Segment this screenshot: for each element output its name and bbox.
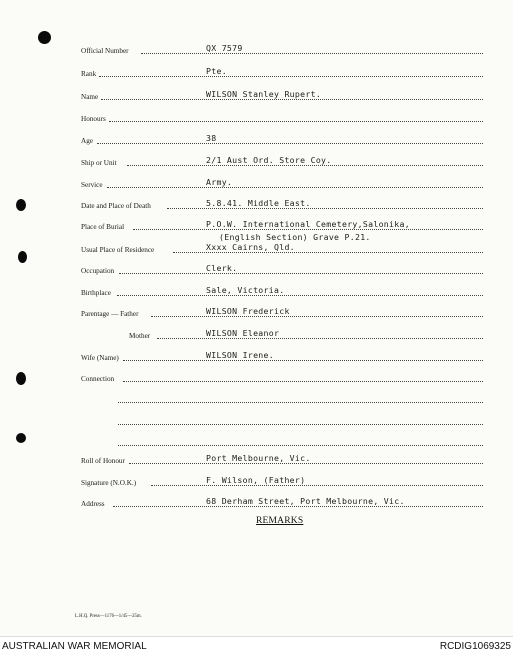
birthplace-label: Birthplace <box>81 289 111 297</box>
birthplace-value: Sale, Victoria. <box>206 285 285 295</box>
connection-label: Connection <box>81 375 115 383</box>
punch-hole <box>16 433 26 443</box>
wife-value: WILSON Irene. <box>206 350 274 360</box>
father-label: Parentage — Father <box>81 310 139 318</box>
official-number-value: QX 7579 <box>206 43 243 53</box>
wife-label: Wife (Name) <box>81 354 119 362</box>
dotted-rule <box>151 316 483 317</box>
punch-hole <box>38 31 51 44</box>
row-address <box>81 495 483 509</box>
row-age <box>81 132 483 146</box>
dotted-rule <box>107 187 483 188</box>
row-birthplace <box>81 284 483 298</box>
service-label: Service <box>81 181 103 189</box>
dotted-rule <box>123 360 483 361</box>
row-wife <box>81 349 483 363</box>
occupation-label: Occupation <box>81 267 115 275</box>
dotted-rule <box>109 121 483 122</box>
dotted-rule <box>118 402 483 403</box>
row-roll-of-honour <box>81 452 483 466</box>
ship-or-unit-value: 2/1 Aust Ord. Store Coy. <box>206 155 332 165</box>
name-value: WILSON Stanley Rupert. <box>206 89 322 99</box>
address-value: 68 Derham Street, Port Melbourne, Vic. <box>206 496 405 506</box>
residence-label: Usual Place of Residence <box>81 246 155 254</box>
row-occupation <box>81 262 483 276</box>
dotted-rule <box>113 506 483 507</box>
row-rank <box>81 65 483 79</box>
mother-label: Mother <box>129 332 151 340</box>
row-service <box>81 176 483 190</box>
burial-value-line2: (English Section) Grave P.21. <box>219 232 371 242</box>
record-id: RCDIG1069325 <box>439 641 511 652</box>
connection-blank-line <box>118 434 483 448</box>
age-label: Age <box>81 137 93 145</box>
residence-value: Xxxx Cairns, Qld. <box>206 242 295 252</box>
punch-hole <box>16 372 26 385</box>
connection-blank-line <box>118 413 483 427</box>
dotted-rule <box>151 485 483 486</box>
honours-label: Honours <box>81 115 106 123</box>
dotted-rule <box>101 99 483 100</box>
name-label: Name <box>81 93 99 101</box>
dotted-rule <box>99 76 483 77</box>
dotted-rule <box>167 208 483 209</box>
dotted-rule <box>117 295 483 296</box>
row-father <box>81 305 483 319</box>
dotted-rule <box>129 463 483 464</box>
dotted-rule <box>97 143 483 144</box>
age-value: 38 <box>206 133 217 143</box>
dotted-rule <box>127 165 483 166</box>
row-usual-residence <box>81 232 483 255</box>
service-value: Army. <box>206 177 233 187</box>
occupation-value: Clerk. <box>206 263 238 273</box>
row-mother <box>81 327 483 341</box>
burial-value: P.O.W. International Cemetery,Salonika, <box>206 219 410 229</box>
punch-hole <box>18 251 27 263</box>
rank-value: Pte. <box>206 66 227 76</box>
row-date-place-of-death <box>81 197 483 211</box>
row-honours <box>81 110 483 124</box>
connection-blank-line <box>118 391 483 405</box>
death-label: Date and Place of Death <box>81 202 151 210</box>
row-connection <box>81 370 483 384</box>
father-value: WILSON Frederick <box>206 306 290 316</box>
burial-label: Place of Burial <box>81 223 125 231</box>
signature-label: Signature (N.O.K.) <box>81 479 137 487</box>
address-label: Address <box>81 500 105 508</box>
remarks-heading: REMARKS <box>256 516 304 526</box>
roll-of-honour-value: Port Melbourne, Vic. <box>206 453 311 463</box>
punch-hole <box>16 199 26 211</box>
row-ship-or-unit <box>81 154 483 168</box>
row-signature <box>81 474 483 488</box>
official-number-label: Official Number <box>81 47 129 55</box>
ship-or-unit-label: Ship or Unit <box>81 159 117 167</box>
signature-value: F. Wilson, (Father) <box>206 475 306 485</box>
row-place-of-burial <box>81 218 483 232</box>
row-name <box>81 88 483 102</box>
archive-name: AUSTRALIAN WAR MEMORIAL <box>2 641 147 652</box>
dotted-rule <box>157 338 483 339</box>
printer-imprint: L.H.Q. Press—1176—1/45—25m. <box>75 614 142 619</box>
mother-value: WILSON Eleanor <box>206 328 280 338</box>
row-official-number <box>81 42 483 56</box>
roll-of-honour-label: Roll of Honour <box>81 457 125 465</box>
death-value: 5.8.41. Middle East. <box>206 198 311 208</box>
dotted-rule <box>141 53 483 54</box>
dotted-rule <box>173 252 483 253</box>
dotted-rule <box>119 273 483 274</box>
dotted-rule <box>118 424 483 425</box>
dotted-rule <box>118 445 483 446</box>
dotted-rule <box>133 229 483 230</box>
archive-footer <box>0 636 513 655</box>
dotted-rule <box>123 381 483 382</box>
rank-label: Rank <box>81 70 97 78</box>
